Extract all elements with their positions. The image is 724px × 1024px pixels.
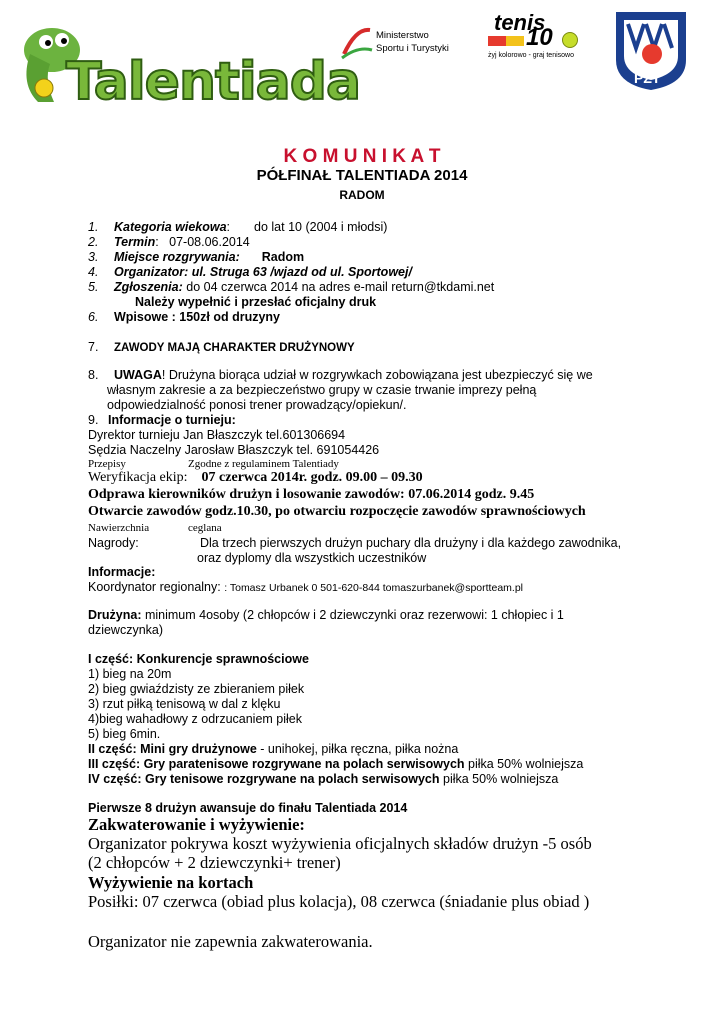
list-item-fee: 6. Wpisowe : 150zł od druzyny [88,310,280,324]
list-item-team-format: 7. ZAWODY MAJĄ CHARAKTER DRUŻYNOWY [88,340,355,354]
part3-line: III część: Gry paratenisowe rozgrywane na polach serwisowych piłka 50% wolniejsza [88,757,584,771]
talentiada-logo [10,14,361,114]
ministry-emblem-icon [338,24,374,64]
surface-line: Nawierzchnia ceglana [88,522,222,534]
meals-line: Posiłki: 07 czerwca (obiad plus kolacja), 08 czerwca (śniadanie plus obiad ) [88,892,590,911]
accommodation-line1: Organizator pokrywa koszt wyżywienia oficjalnych składów drużyn -5 osób [88,834,592,853]
director-line: Dyrektor turnieju Jan Błaszczyk tel.601306694 [88,428,346,442]
list-item-age: 1. Kategoria wiekowa: do lat 10 (2004 i młodsi) [88,220,388,234]
list-item: 3) rzut piłką tenisową w dal z klęku [88,697,281,711]
page-title: K O M U N I K A T [283,146,441,167]
notice-line2: własnym zakresie a za bezpieczeństwo grupy w czasie trwanie imprezy pełną [107,383,537,397]
notice-line3: odpowiedzialność ponosi trener prowadzący/opiekun/. [107,398,407,412]
tenis10-number: 10 [526,24,553,51]
part2-line: II część: Mini gry drużynowe - unihokej, piłka ręczna, piłka nożna [88,742,459,756]
pzt-text: PZT [634,70,661,86]
page-subtitle: PÓŁFINAŁ TALENTIADA 2014 [256,167,468,184]
rules-line: Przepisy Zgodne z regulaminem Talentiady [88,458,339,470]
tenis10-logo [484,10,594,80]
info-heading: Informacje: [88,565,156,579]
accommodation-line2: (2 chłopców + 2 dziewczynki+ trener) [88,853,341,872]
prizes-line2: oraz dyplomy dla wszystkich uczestników [197,551,427,565]
referee-line: Sędzia Naczelny Jarosław Błaszczyk tel. 691054426 [88,443,380,457]
team-line: Drużyna: minimum 4osoby (2 chłopców i 2 dziewczynki oraz rezerwowi: 1 chłopiec i 1 [88,608,564,622]
list-item: 4)bieg wahadłowy z odrzucaniem piłek [88,712,303,726]
coordinator-line: Koordynator regionalny: : Tomasz Urbanek 0 501-620-844 tomaszurbanek@sportteam.pl [88,580,523,594]
prizes-line: Nagrody: Dla trzech pierwszych drużyn puchary dla drużyny i dla każdego zawodnika, [88,536,622,550]
opening-line: Otwarcie zawodów godz.10.30, po otwarciu rozpoczęcie zawodów sprawnościowych [88,504,586,519]
ministry-name-line2: Sportu i Turystyki [376,43,449,54]
part1-heading: I część: Konkurencje sprawnościowe [88,652,309,666]
list-item-place: 3. Miejsce rozgrywania: Radom [88,250,305,264]
team-line2: dziewczynka) [88,623,164,637]
talentiada-wordmark: Talentiada [66,52,361,112]
list-item-date: 2. Termin: 07-08.06.2014 [88,235,250,249]
list-item: 1) bieg na 20m [88,667,172,681]
accommodation-heading: Zakwaterowanie i wyżywienie: [88,815,305,834]
advance-line: Pierwsze 8 drużyn awansuje do finału Talentiada 2014 [88,801,408,815]
no-accommodation-line: Organizator nie zapewnia zakwaterowania. [88,932,373,951]
ministry-logo [338,20,468,76]
page-city: RADOM [339,188,385,202]
list-item-tournament-info: 9. Informacje o turnieju: [88,413,236,427]
list-item-notice: 8. UWAGA! Drużyna biorąca udział w rozgrywkach zobowiązana jest ubezpieczyć się we [88,368,593,382]
pzt-logo [614,10,688,92]
briefing-line: Odprawa kierowników drużyn i losowanie zawodów: 07.06.2014 godz. 9.45 [88,487,535,502]
tennis-ball-icon [562,32,578,48]
ministry-name-line1: Ministerstwo [376,30,429,41]
list-item-organizer: 4. Organizator: ul. Struga 63 /wjazd od ul. Sportowej/ [88,265,412,279]
registration-note: Należy wypełnić i przesłać oficjalny druk [135,295,377,309]
part4-line: IV część: Gry tenisowe rozgrywane na polach serwisowych piłka 50% wolniejsza [88,772,559,786]
list-item: 2) bieg gwiaździsty ze zbieraniem piłek [88,682,305,696]
verification-line: Weryfikacja ekip: 07 czerwca 2014r. godz. 09.00 – 09.30 [88,470,423,485]
list-item-registration: 5. Zgłoszenia: do 04 czerwca 2014 na adres e-mail return@tkdami.net [88,280,495,294]
event-list [88,667,304,742]
tenis10-brand: tenis [494,10,546,35]
tenis10-slogan: żyj kolorowo - graj tenisowo [488,52,574,59]
list-item: 5) bieg 6min. [88,727,161,741]
meals-heading: Wyżywienie na kortach [88,873,254,892]
